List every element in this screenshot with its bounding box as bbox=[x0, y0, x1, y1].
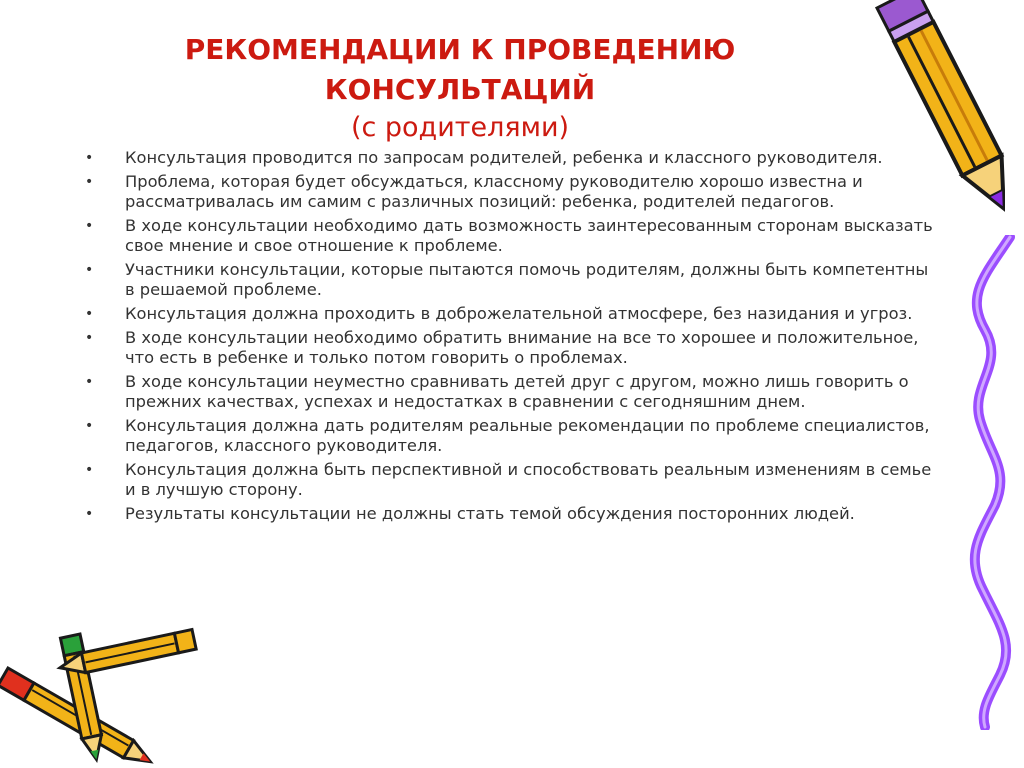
list-item bbox=[78, 460, 938, 500]
list-item-text: Консультация должна дать родителям реальные рекомендации по проблеме специалистов, педагогов, классного руководителя. bbox=[125, 416, 930, 455]
page-title bbox=[100, 30, 820, 110]
list-item-text: В ходе консультации необходимо дать возможность заинтересованным сторонам высказать свое мнение и свое отношение к проблеме. bbox=[125, 216, 933, 255]
title-line-1: РЕКОМЕНДАЦИИ К ПРОВЕДЕНИЮ bbox=[184, 33, 736, 66]
list-item-text: Консультация проводится по запросам родителей, ребенка и классного руководителя. bbox=[125, 148, 883, 167]
list-item-text: Проблема, которая будет обсуждаться, классному руководителю хорошо известна и рассматривалась им самим с различных позиций: ребенка, родителей педагогов. bbox=[125, 172, 863, 211]
list-item-text: В ходе консультации неуместно сравнивать детей друг с другом, можно лишь говорить о прежних качествах, успехах и недостатках в сравнении с сегодняшним днем. bbox=[125, 372, 909, 411]
bullet-icon: • bbox=[85, 306, 94, 322]
pencils-icon bbox=[0, 620, 210, 768]
list-item bbox=[78, 304, 938, 324]
list-item-text: Консультация должна быть перспективной и способствовать реальным изменениям в семье и в лучшую сторону. bbox=[125, 460, 932, 499]
list-item bbox=[78, 328, 938, 368]
list-item bbox=[78, 372, 938, 412]
squiggle-line-icon bbox=[955, 235, 1024, 730]
title-line-2: КОНСУЛЬТАЦИЙ bbox=[324, 73, 596, 106]
bullet-icon: • bbox=[85, 462, 94, 478]
list-item bbox=[78, 172, 938, 212]
list-item-text: Консультация должна проходить в доброжелательной атмосфере, без назидания и угроз. bbox=[125, 304, 913, 323]
list-item bbox=[78, 260, 938, 300]
bullet-icon: • bbox=[85, 218, 94, 234]
list-item-text: В ходе консультации необходимо обратить внимание на все то хорошее и положительное, что есть в ребенке и только потом говорить о проблемах. bbox=[125, 328, 919, 367]
bullet-icon: • bbox=[85, 506, 94, 522]
bullet-icon: • bbox=[85, 418, 94, 434]
page-subtitle: (с родителями) bbox=[350, 112, 570, 143]
bullet-icon: • bbox=[85, 262, 94, 278]
list-item bbox=[78, 504, 938, 524]
bullet-icon: • bbox=[85, 374, 94, 390]
list-item bbox=[78, 416, 938, 456]
list-item bbox=[78, 216, 938, 256]
bullet-icon: • bbox=[85, 174, 94, 190]
list-item bbox=[78, 148, 938, 168]
list-item-text: Результаты консультации не должны стать темой обсуждения посторонних людей. bbox=[125, 504, 855, 523]
recommendations-list bbox=[78, 148, 938, 528]
list-item-text: Участники консультации, которые пытаются помочь родителям, должны быть компетентны в решаемой проблеме. bbox=[125, 260, 929, 299]
bullet-icon: • bbox=[85, 150, 94, 166]
bullet-icon: • bbox=[85, 330, 94, 346]
